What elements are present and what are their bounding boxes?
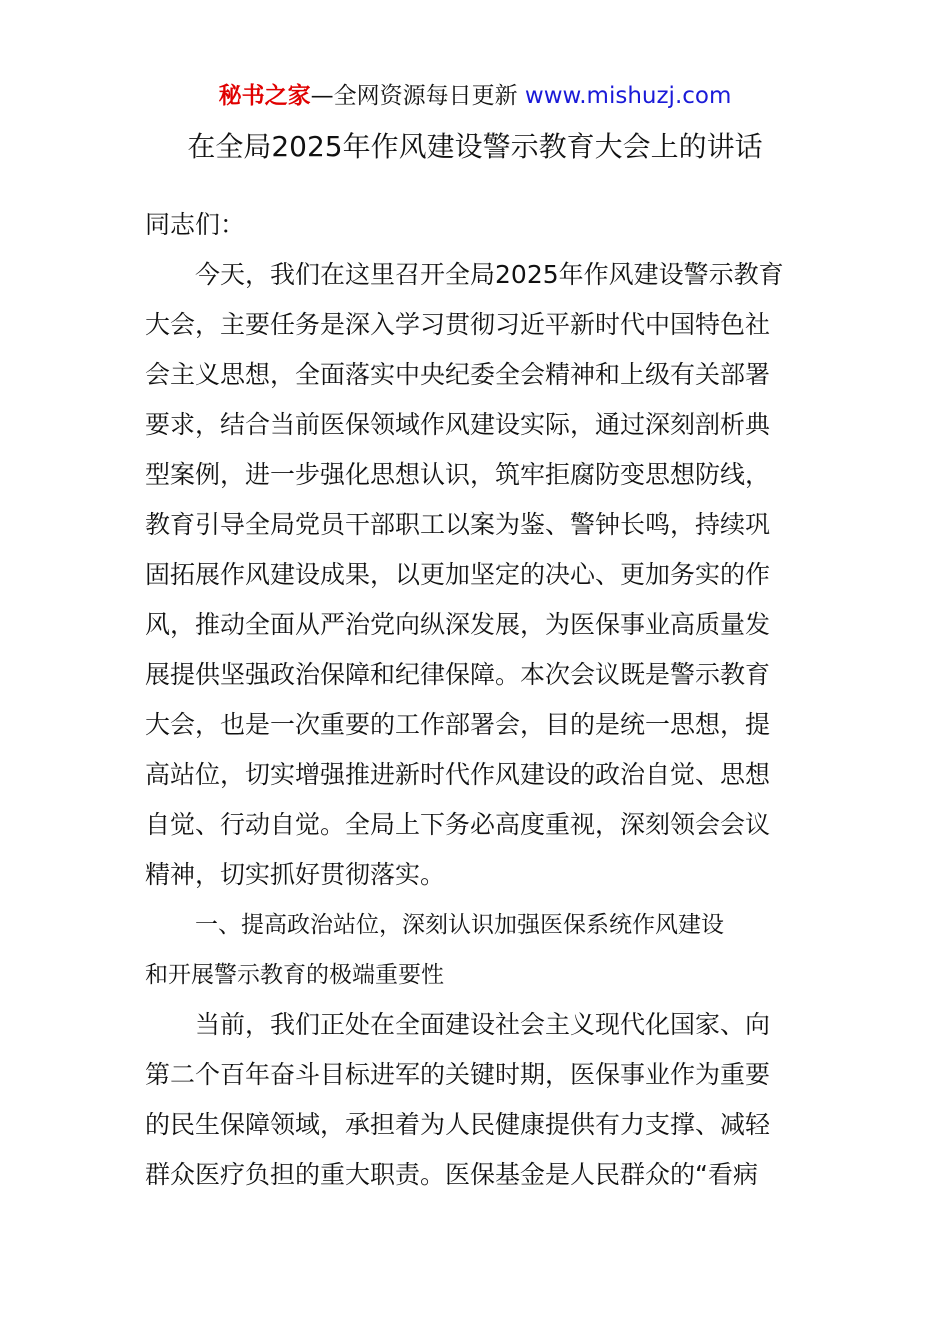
document-body xyxy=(145,200,809,1200)
paragraph-line: 展提供坚强政治保障和纪律保障。本次会议既是警示教育 xyxy=(145,660,771,689)
paragraph-line: 型案例，进一步强化思想认识，筑牢拒腐防变思想防线， xyxy=(145,460,771,489)
paragraph-line: 教育引导全局党员干部职工以案为鉴、警钟长鸣，持续巩 xyxy=(145,510,771,539)
paragraph-line: 固拓展作风建设成果，以更加坚定的决心、更加务实的作 xyxy=(145,560,771,589)
site-header xyxy=(0,80,950,112)
site-slogan: —全网资源每日更新 xyxy=(310,83,518,109)
paragraph-line: 第二个百年奋斗目标进军的关键时期，医保事业作为重要 xyxy=(145,1060,771,1089)
paragraph-line: 大会，也是一次重要的工作部署会，目的是统一思想，提 xyxy=(145,710,771,739)
section-heading-line: 和开展警示教育的极端重要性 xyxy=(145,962,444,988)
paragraph-line: 会主义思想，全面落实中央纪委全会精神和上级有关部署 xyxy=(145,360,771,389)
paragraph-line: 当前，我们正处在全面建设社会主义现代化国家、向 xyxy=(195,1010,771,1039)
paragraph-line: 高站位，切实增强推进新时代作风建设的政治自觉、思想 xyxy=(145,760,771,789)
paragraph-line: 风，推动全面从严治党向纵深发展，为医保事业高质量发 xyxy=(145,610,771,639)
document-title: 在全局2025年作风建设警示教育大会上的讲话 xyxy=(187,130,763,163)
paragraph-line: 大会，主要任务是深入学习贯彻习近平新时代中国特色社 xyxy=(145,310,771,339)
paragraph-line: 群众医疗负担的重大职责。医保基金是人民群众的“看病 xyxy=(145,1160,758,1189)
paragraph-line: 精神，切实抓好贯彻落实。 xyxy=(145,860,446,889)
section-heading-line: 一、提高政治站位，深刻认识加强医保系统作风建设 xyxy=(195,912,724,938)
salutation: 同志们： xyxy=(145,210,246,239)
paragraph-line: 的民生保障领域，承担着为人民健康提供有力支撑、减轻 xyxy=(145,1110,771,1139)
paragraph-line: 今天，我们在这里召开全局2025年作风建设警示教育 xyxy=(195,260,784,289)
paragraph-line: 自觉、行动自觉。全局上下务必高度重视，深刻领会会议 xyxy=(145,810,771,839)
site-url-link[interactable]: www.mishuzj.com xyxy=(524,83,732,109)
site-brand: 秘书之家 xyxy=(218,83,311,109)
paragraph-line: 要求，结合当前医保领域作风建设实际，通过深刻剖析典 xyxy=(145,410,771,439)
